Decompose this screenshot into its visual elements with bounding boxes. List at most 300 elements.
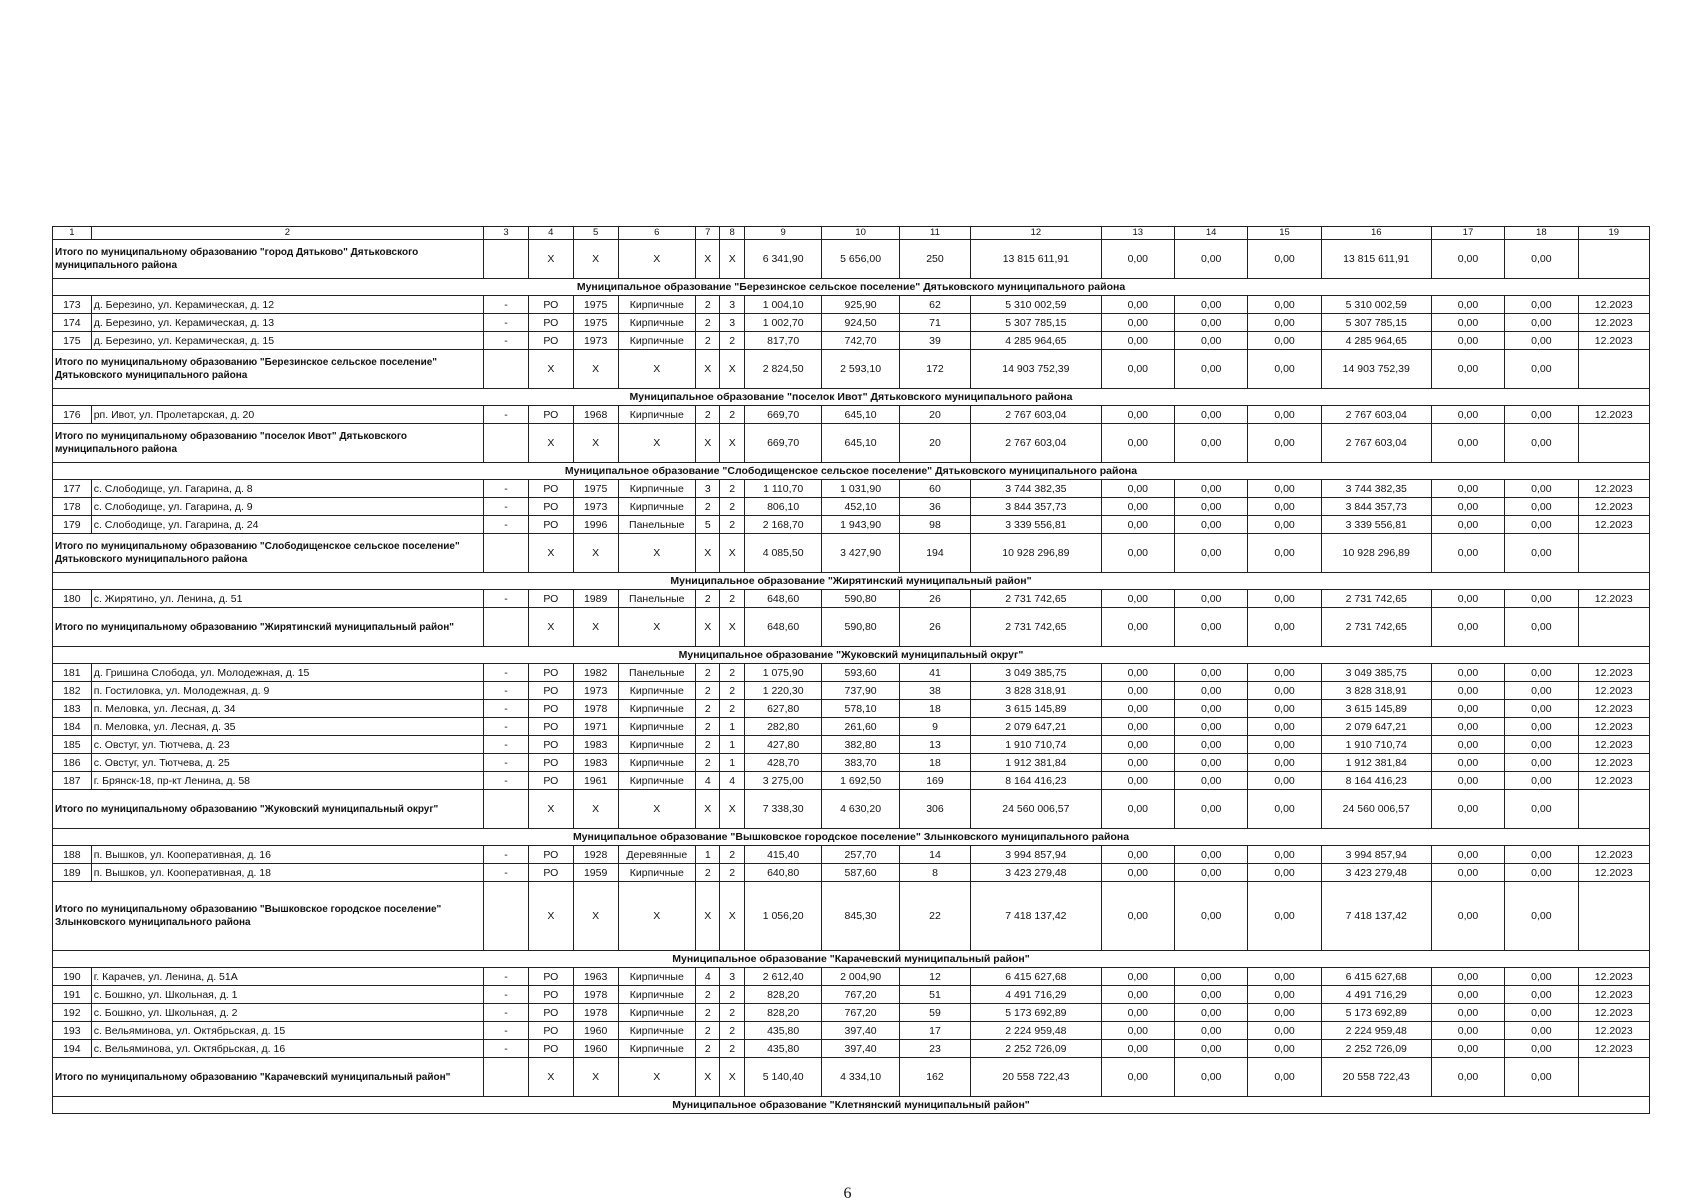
table-cell: 2 [696, 1004, 720, 1022]
section-row [53, 389, 1650, 406]
table-cell: 0,00 [1101, 736, 1174, 754]
table-cell: 428,70 [744, 754, 821, 772]
table-cell: 806,10 [744, 498, 821, 516]
total-cell: X [528, 882, 573, 951]
total-cell [484, 424, 529, 463]
table-cell: г. Брянск-18, пр-кт Ленина, д. 58 [91, 772, 483, 790]
table-cell: 1928 [573, 846, 618, 864]
table-cell: 0,00 [1174, 772, 1247, 790]
table-cell: 12.2023 [1578, 480, 1649, 498]
table-cell: 2 [720, 1004, 744, 1022]
table-cell: 1983 [573, 754, 618, 772]
table-cell: 0,00 [1174, 754, 1247, 772]
total-cell [484, 608, 529, 647]
table-cell: 0,00 [1248, 1040, 1321, 1058]
total-label: Итого по муниципальному образованию "Слободищенское сельское поселение" Дятьковского муниципального района [53, 534, 484, 573]
table-cell: 590,80 [822, 590, 899, 608]
table-cell: Кирпичные [618, 480, 695, 498]
table-cell: 4 [696, 968, 720, 986]
table-cell: д. Березино, ул. Керамическая, д. 12 [91, 296, 483, 314]
table-cell: 0,00 [1101, 986, 1174, 1004]
table-cell: 2 [720, 332, 744, 350]
table-cell: 0,00 [1505, 736, 1578, 754]
table-cell: 8 164 416,23 [1321, 772, 1431, 790]
total-cell: 2 824,50 [744, 350, 821, 389]
total-cell: 0,00 [1431, 350, 1504, 389]
table-cell: 0,00 [1431, 682, 1504, 700]
table-row [53, 986, 1650, 1004]
table-cell: Кирпичные [618, 864, 695, 882]
total-cell: X [618, 882, 695, 951]
table-cell: 1973 [573, 332, 618, 350]
header-cell: 17 [1431, 227, 1504, 240]
table-cell: 3 339 556,81 [971, 516, 1101, 534]
table-cell: 4 285 964,65 [971, 332, 1101, 350]
table-row [53, 968, 1650, 986]
table-cell: 1983 [573, 736, 618, 754]
table-cell: 0,00 [1101, 1040, 1174, 1058]
total-cell: 162 [899, 1058, 970, 1097]
total-cell: 7 338,30 [744, 790, 821, 829]
total-cell: X [696, 1058, 720, 1097]
table-cell: Кирпичные [618, 968, 695, 986]
table-cell: 0,00 [1431, 406, 1504, 424]
table-cell: 12.2023 [1578, 590, 1649, 608]
table-cell: 0,00 [1505, 590, 1578, 608]
table-cell: 3 423 279,48 [971, 864, 1101, 882]
table-cell: 0,00 [1431, 590, 1504, 608]
table-body [53, 227, 1650, 1114]
table-cell: РО [528, 1022, 573, 1040]
total-cell [1578, 1058, 1649, 1097]
total-cell: X [528, 790, 573, 829]
table-cell: 828,20 [744, 986, 821, 1004]
table-cell: 36 [899, 498, 970, 516]
table-cell: 1978 [573, 986, 618, 1004]
table-cell: 1 912 381,84 [971, 754, 1101, 772]
total-cell: 0,00 [1101, 608, 1174, 647]
table-cell: 1 [696, 846, 720, 864]
table-cell: 3 049 385,75 [1321, 664, 1431, 682]
table-cell: РО [528, 846, 573, 864]
table-cell: 1 943,90 [822, 516, 899, 534]
table-cell: 2 767 603,04 [971, 406, 1101, 424]
table-cell: д. Гришина Слобода, ул. Молодежная, д. 15 [91, 664, 483, 682]
table-cell: 0,00 [1431, 1040, 1504, 1058]
table-cell: 1975 [573, 314, 618, 332]
total-cell [1578, 790, 1649, 829]
table-cell: 0,00 [1174, 968, 1247, 986]
table-cell: 2 [696, 664, 720, 682]
table-cell: - [484, 700, 529, 718]
table-cell: РО [528, 986, 573, 1004]
table-cell: с. Вельяминова, ул. Октябрьская, д. 16 [91, 1040, 483, 1058]
total-cell: X [696, 608, 720, 647]
table-cell: - [484, 754, 529, 772]
table-cell: 0,00 [1174, 480, 1247, 498]
table-cell: 1978 [573, 700, 618, 718]
table-cell: 0,00 [1248, 332, 1321, 350]
table-cell: 0,00 [1174, 332, 1247, 350]
table-cell: Кирпичные [618, 754, 695, 772]
table-cell: 0,00 [1101, 1022, 1174, 1040]
section-title: Муниципальное образование "Слободищенское сельское поселение" Дятьковского муниципального района [53, 463, 1650, 480]
table-cell: 4 491 716,29 [1321, 986, 1431, 1004]
table-cell: 1 075,90 [744, 664, 821, 682]
table-cell: 12.2023 [1578, 682, 1649, 700]
total-label: Итого по муниципальному образованию "Вышковское городское поселение" Злынковского муниципального района [53, 882, 484, 951]
total-cell: X [696, 240, 720, 279]
table-cell: 0,00 [1248, 846, 1321, 864]
table-cell: 2 612,40 [744, 968, 821, 986]
total-cell: X [696, 424, 720, 463]
section-title: Муниципальное образование "Жирятинский муниципальный район" [53, 573, 1650, 590]
table-cell: 0,00 [1431, 968, 1504, 986]
table-cell: 191 [53, 986, 92, 1004]
total-cell: 14 903 752,39 [1321, 350, 1431, 389]
table-cell: с. Бошкно, ул. Школьная, д. 1 [91, 986, 483, 1004]
table-cell: 3 615 145,89 [971, 700, 1101, 718]
table-cell: 6 415 627,68 [971, 968, 1101, 986]
table-cell: - [484, 590, 529, 608]
table-cell: 0,00 [1248, 864, 1321, 882]
table-cell: 12.2023 [1578, 968, 1649, 986]
table-cell: 18 [899, 754, 970, 772]
table-cell: Кирпичные [618, 718, 695, 736]
table-cell: 2 079 647,21 [971, 718, 1101, 736]
total-cell: 0,00 [1431, 240, 1504, 279]
table-cell: РО [528, 296, 573, 314]
total-cell: 0,00 [1101, 240, 1174, 279]
table-cell: 2 [720, 516, 744, 534]
total-cell [484, 790, 529, 829]
table-cell: с. Бошкно, ул. Школьная, д. 2 [91, 1004, 483, 1022]
table-cell: 640,80 [744, 864, 821, 882]
table-cell: 2 [720, 986, 744, 1004]
table-cell: 0,00 [1248, 406, 1321, 424]
total-cell: 0,00 [1101, 534, 1174, 573]
table-cell: - [484, 846, 529, 864]
table-row [53, 516, 1650, 534]
table-cell: 0,00 [1174, 682, 1247, 700]
table-cell: 2 [720, 682, 744, 700]
table-cell: 0,00 [1505, 1040, 1578, 1058]
total-cell: X [618, 608, 695, 647]
table-cell: 17 [899, 1022, 970, 1040]
table-cell: 1 692,50 [822, 772, 899, 790]
table-cell: 192 [53, 1004, 92, 1022]
table-cell: 39 [899, 332, 970, 350]
total-cell: 10 928 296,89 [971, 534, 1101, 573]
section-row [53, 829, 1650, 846]
table-cell: - [484, 516, 529, 534]
total-row [53, 1058, 1650, 1097]
table-cell: 2 252 726,09 [1321, 1040, 1431, 1058]
table-cell: 2 [720, 700, 744, 718]
total-cell: X [720, 882, 744, 951]
table-cell: 14 [899, 846, 970, 864]
table-cell: - [484, 1040, 529, 1058]
total-cell: X [696, 534, 720, 573]
table-cell: 9 [899, 718, 970, 736]
table-cell: 185 [53, 736, 92, 754]
total-cell: 0,00 [1174, 240, 1247, 279]
table-cell: 177 [53, 480, 92, 498]
table-cell: 2 [696, 754, 720, 772]
total-cell: X [720, 350, 744, 389]
table-cell: 435,80 [744, 1040, 821, 1058]
total-cell [484, 350, 529, 389]
header-cell: 16 [1321, 227, 1431, 240]
table-cell: - [484, 332, 529, 350]
table-cell: 194 [53, 1040, 92, 1058]
table-cell: - [484, 664, 529, 682]
table-cell: 0,00 [1101, 968, 1174, 986]
table-cell: - [484, 480, 529, 498]
table-cell: 1960 [573, 1040, 618, 1058]
total-cell: 306 [899, 790, 970, 829]
table-cell: РО [528, 664, 573, 682]
section-title: Муниципальное образование "Карачевский муниципальный район" [53, 951, 1650, 968]
total-cell: 0,00 [1248, 240, 1321, 279]
table-cell: 178 [53, 498, 92, 516]
table-row [53, 700, 1650, 718]
table-cell: 0,00 [1174, 718, 1247, 736]
total-cell [484, 534, 529, 573]
total-cell: 0,00 [1101, 790, 1174, 829]
table-cell: - [484, 498, 529, 516]
table-row [53, 772, 1650, 790]
table-cell: 2 [720, 664, 744, 682]
table-cell: - [484, 986, 529, 1004]
table-cell: - [484, 736, 529, 754]
table-cell: 1973 [573, 682, 618, 700]
table-cell: г. Карачев, ул. Ленина, д. 51А [91, 968, 483, 986]
table-cell: - [484, 682, 529, 700]
header-cell: 10 [822, 227, 899, 240]
table-cell: 0,00 [1248, 1022, 1321, 1040]
table-row [53, 718, 1650, 736]
total-cell: X [528, 608, 573, 647]
table-cell: РО [528, 1040, 573, 1058]
total-cell: 0,00 [1174, 790, 1247, 829]
total-cell: 0,00 [1174, 882, 1247, 951]
table-cell: 4 491 716,29 [971, 986, 1101, 1004]
table-cell: 0,00 [1248, 590, 1321, 608]
table-cell: с. Овстуг, ул. Тютчева, д. 25 [91, 754, 483, 772]
table-cell: Кирпичные [618, 314, 695, 332]
table-cell: 2 [696, 986, 720, 1004]
total-cell: X [618, 424, 695, 463]
header-cell: 5 [573, 227, 618, 240]
table-cell: 924,50 [822, 314, 899, 332]
table-cell: 41 [899, 664, 970, 682]
table-cell: 0,00 [1431, 986, 1504, 1004]
total-cell: X [618, 534, 695, 573]
table-cell: Кирпичные [618, 498, 695, 516]
table-cell: 1 004,10 [744, 296, 821, 314]
total-cell: 0,00 [1248, 790, 1321, 829]
total-cell: 250 [899, 240, 970, 279]
total-cell [1578, 424, 1649, 463]
total-cell [1578, 240, 1649, 279]
total-cell: 0,00 [1505, 790, 1578, 829]
total-cell [1578, 534, 1649, 573]
table-cell: - [484, 968, 529, 986]
table-cell: 435,80 [744, 1022, 821, 1040]
table-cell: 0,00 [1431, 296, 1504, 314]
total-cell: 0,00 [1431, 608, 1504, 647]
total-cell: 590,80 [822, 608, 899, 647]
table-cell: 2 [696, 498, 720, 516]
table-cell: 1968 [573, 406, 618, 424]
table-cell: 0,00 [1431, 498, 1504, 516]
table-cell: 12.2023 [1578, 754, 1649, 772]
table-cell: 0,00 [1101, 754, 1174, 772]
table-cell: 2 [696, 296, 720, 314]
total-row [53, 608, 1650, 647]
table-cell: - [484, 406, 529, 424]
total-cell: X [528, 424, 573, 463]
total-cell: 2 731 742,65 [1321, 608, 1431, 647]
table-cell: Панельные [618, 664, 695, 682]
section-row [53, 573, 1650, 590]
table-cell: 627,80 [744, 700, 821, 718]
total-cell: 0,00 [1248, 424, 1321, 463]
table-cell: - [484, 314, 529, 332]
section-row [53, 1097, 1650, 1114]
table-cell: с. Вельяминова, ул. Октябрьская, д. 15 [91, 1022, 483, 1040]
table-cell: 578,10 [822, 700, 899, 718]
table-cell: 2 [720, 498, 744, 516]
total-label: Итого по муниципальному образованию "Карачевский муниципальный район" [53, 1058, 484, 1097]
table-cell: 1960 [573, 1022, 618, 1040]
table-cell: 1978 [573, 1004, 618, 1022]
table-cell: 648,60 [744, 590, 821, 608]
table-row [53, 846, 1650, 864]
table-cell: 2 731 742,65 [1321, 590, 1431, 608]
table-cell: 3 844 357,73 [971, 498, 1101, 516]
total-cell: 0,00 [1174, 608, 1247, 647]
table-cell: 0,00 [1174, 516, 1247, 534]
table-cell: 0,00 [1248, 736, 1321, 754]
table-cell: 587,60 [822, 864, 899, 882]
table-cell: 0,00 [1505, 864, 1578, 882]
section-title: Муниципальное образование "поселок Ивот" Дятьковского муниципального района [53, 389, 1650, 406]
table-cell: 0,00 [1431, 736, 1504, 754]
table-cell: 0,00 [1248, 968, 1321, 986]
table-cell: 1 910 710,74 [971, 736, 1101, 754]
table-cell: 0,00 [1101, 332, 1174, 350]
table-cell: 2 [720, 590, 744, 608]
table-cell: 2 252 726,09 [971, 1040, 1101, 1058]
table-cell: 0,00 [1431, 846, 1504, 864]
page-number: 6 [843, 1185, 852, 1202]
table-cell: п. Вышков, ул. Кооперативная, д. 18 [91, 864, 483, 882]
table-cell: 3 828 318,91 [971, 682, 1101, 700]
table-cell: 1 110,70 [744, 480, 821, 498]
table-cell: Кирпичные [618, 682, 695, 700]
total-cell: 645,10 [822, 424, 899, 463]
table-cell: Кирпичные [618, 700, 695, 718]
table-cell: 12.2023 [1578, 332, 1649, 350]
total-cell: 0,00 [1505, 534, 1578, 573]
table-cell: 3 828 318,91 [1321, 682, 1431, 700]
table-cell: 0,00 [1505, 986, 1578, 1004]
table-cell: РО [528, 718, 573, 736]
total-cell: X [573, 534, 618, 573]
table-cell: 2 [696, 406, 720, 424]
table-cell: 175 [53, 332, 92, 350]
total-cell: X [573, 424, 618, 463]
table-cell: 817,70 [744, 332, 821, 350]
table-cell: 0,00 [1248, 296, 1321, 314]
table-cell: 0,00 [1248, 754, 1321, 772]
table-cell: 1973 [573, 498, 618, 516]
table-cell: Панельные [618, 590, 695, 608]
total-cell: 24 560 006,57 [1321, 790, 1431, 829]
total-cell: 194 [899, 534, 970, 573]
table-cell: рп. Ивот, ул. Пролетарская, д. 20 [91, 406, 483, 424]
table-cell: 0,00 [1248, 664, 1321, 682]
table-cell: 169 [899, 772, 970, 790]
total-cell: 4 630,20 [822, 790, 899, 829]
table-cell: РО [528, 516, 573, 534]
table-cell: 0,00 [1101, 846, 1174, 864]
table-cell: 190 [53, 968, 92, 986]
table-cell: п. Гостиловка, ул. Молодежная, д. 9 [91, 682, 483, 700]
table-cell: РО [528, 314, 573, 332]
table-cell: 0,00 [1505, 332, 1578, 350]
table-cell: 0,00 [1505, 700, 1578, 718]
table-cell: 12.2023 [1578, 986, 1649, 1004]
total-cell: 0,00 [1505, 608, 1578, 647]
table-cell: 0,00 [1101, 406, 1174, 424]
section-row [53, 647, 1650, 664]
table-cell: 0,00 [1431, 754, 1504, 772]
header-cell: 13 [1101, 227, 1174, 240]
table-cell: 0,00 [1248, 498, 1321, 516]
table-cell: 1 912 381,84 [1321, 754, 1431, 772]
table-cell: 1 [720, 736, 744, 754]
table-cell: 5 173 692,89 [971, 1004, 1101, 1022]
header-cell: 3 [484, 227, 529, 240]
table-cell: 0,00 [1101, 864, 1174, 882]
total-cell [1578, 350, 1649, 389]
table-cell: 0,00 [1174, 986, 1247, 1004]
header-cell: 4 [528, 227, 573, 240]
table-cell: п. Меловка, ул. Лесная, д. 34 [91, 700, 483, 718]
table-cell: 4 [720, 772, 744, 790]
table-cell: 179 [53, 516, 92, 534]
table-cell: 98 [899, 516, 970, 534]
total-cell: X [618, 240, 695, 279]
total-cell: 0,00 [1505, 240, 1578, 279]
table-cell: 18 [899, 700, 970, 718]
header-cell: 11 [899, 227, 970, 240]
table-cell: 257,70 [822, 846, 899, 864]
table-cell: 5 307 785,15 [1321, 314, 1431, 332]
total-cell: 20 558 722,43 [1321, 1058, 1431, 1097]
header-cell: 14 [1174, 227, 1247, 240]
table-cell: 3 994 857,94 [971, 846, 1101, 864]
table-cell: 182 [53, 682, 92, 700]
total-cell: 0,00 [1248, 882, 1321, 951]
table-cell: 1 002,70 [744, 314, 821, 332]
total-cell: 0,00 [1101, 350, 1174, 389]
table-cell: 193 [53, 1022, 92, 1040]
table-cell: с. Слободище, ул. Гагарина, д. 9 [91, 498, 483, 516]
